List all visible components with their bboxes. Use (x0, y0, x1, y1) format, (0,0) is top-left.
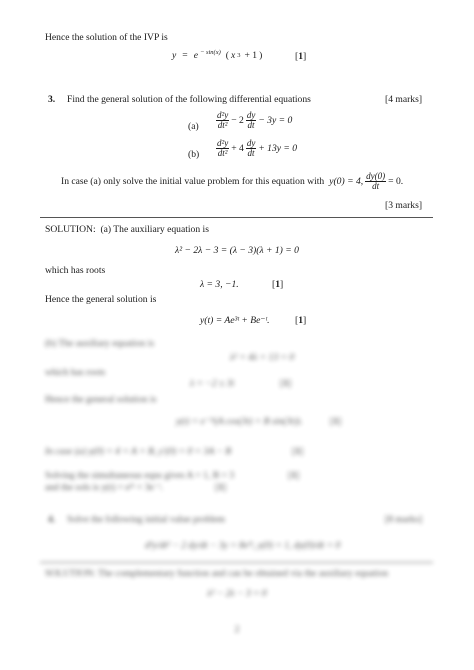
blurred-mark: [1] (280, 378, 292, 389)
blurred-q4-text: Solve the following initial value problem (67, 514, 226, 525)
mark-label: [1] (272, 279, 284, 290)
blurred-aux-eq: λ² + 4λ + 13 = 0 (230, 352, 295, 363)
blurred-q4-equation: d²y/dt² − 2 dy/dt − 3y = 8e³ᵗ, y(0) = 1, dy(0)/dt = 0 (145, 540, 341, 551)
solution-heading: SOLUTION: (a) The auxiliary equation is (45, 224, 209, 235)
blurred-aux-4: λ² − 2λ − 3 = 0 (207, 588, 267, 599)
general-solution-text: Hence the general solution is (45, 294, 157, 305)
equation-part-a: $\frac{\text{d²y}}{\text{dt²}}$ − 2 $\frac{dy}{dt}$ − 3y = 0 (217, 110, 293, 131)
section-divider (40, 217, 433, 218)
equation-part-b: $\frac{\text{d²y}}{\text{dt²}}$ + 4 $\frac{dy}{dt}$ + 13y = 0 (217, 138, 298, 159)
part-b-label: (b) (188, 149, 200, 160)
roots-text: which has roots (45, 265, 106, 276)
question-number: 3. (48, 94, 56, 105)
marks-label-2: [3 marks] (385, 200, 423, 211)
blurred-mark: [1] (330, 416, 342, 427)
paragraph-ivp-solution: Hence the solution of the IVP is (45, 32, 168, 43)
blurred-mark: [1] (215, 482, 227, 493)
blurred-divider (40, 562, 433, 563)
blurred-roots: λ = −2 ± 3i (190, 378, 235, 389)
blurred-solve-1: Solving the simultaneous eqns gives A = 1, B = 3 (45, 470, 235, 481)
blurred-mark: [1] (288, 470, 300, 481)
blurred-mark: [1] (292, 446, 304, 457)
marks-label: [4 marks] (385, 94, 423, 105)
part-a-label: (a) (188, 121, 199, 132)
auxiliary-equation: λ² − 2λ − 3 = (λ − 3)(λ + 1) = 0 (175, 245, 299, 256)
blurred-q4-number: 4. (48, 514, 56, 525)
blurred-ivp-line: In case (a) y(0) = 4 = A + B, y′(0) = 0 = 3A − B (45, 446, 232, 457)
blurred-roots-text: which has roots (45, 367, 106, 378)
mark-label: [1] (295, 315, 307, 326)
general-solution-equation: y(t) = Ae³ᵗ + Be⁻ᵗ. (200, 315, 270, 326)
blurred-gen-eq: y(t) = e⁻²ᵗ(A cos(3t) + B sin(3t)). (176, 416, 303, 427)
ivp-condition-line: In case (a) only solve the initial value problem for this equation with y(0) = 4, $\frac{dy(0)}{dt}$ = 0. (61, 171, 404, 192)
question-text: Find the general solution of the following differential equations (67, 94, 311, 105)
blurred-q4-marks: [8 marks] (385, 514, 423, 525)
blurred-solution-4: SOLUTION: The complementary function and can be obtained via the auxiliary equation (45, 568, 389, 579)
blurred-aux-text: (b) The auxiliary equation is (45, 338, 155, 349)
mark-label: [1] (295, 51, 307, 62)
blurred-solve-2: and the sols is y(t) = e³ᵗ + 3e⁻ᵗ. (45, 482, 164, 493)
equation-ivp-solution: y = e $^{- sin(x)}$ ( x 3 + 1 ) (172, 49, 263, 61)
blurred-gen-text: Hence the general solution is (45, 394, 157, 405)
roots-equation: λ = 3, −1. (200, 279, 239, 290)
page-number: 2 (234, 624, 240, 635)
